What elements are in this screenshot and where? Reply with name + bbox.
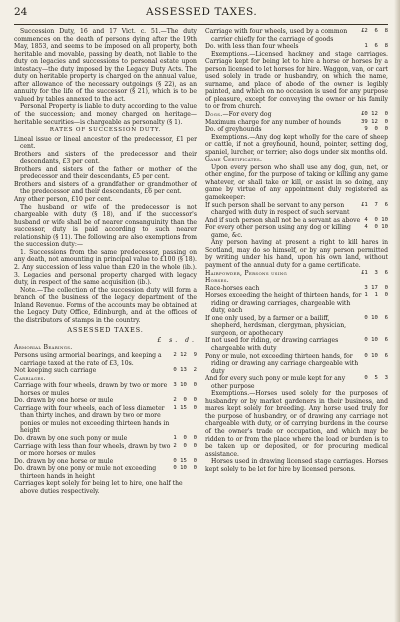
running-title: ASSESSED TAXES. (145, 6, 258, 18)
page-number: 24 (14, 6, 28, 18)
game-paragraph: Upon every person who shall use any dog, gun, net, or other engine, for the purpose of taking or killing any game whatever, or shall take or kill, or assist in so doing, any game by virtue of any appointment duly registered as gamekeeper: (205, 163, 388, 202)
tax-row: Carriage with four wheels, each of less diameter than thirty inches, and drawn by two or more ponies or mules not exceeding thirteen hands in height 1 15 0 (14, 404, 197, 435)
tax-row: Horses exceeding the height of thirteen hands, for riding or drawing carriages, chargeable with duty, each 1 1 0 (205, 292, 388, 315)
page-binding-shadow (394, 0, 400, 622)
tax-row: Carriage with four wheels, used by a common carrier chiefly for the carriage of goods £2 6 8 (205, 28, 388, 43)
scotland-hares-paragraph: Any person having at present a right to kill hares in Scotland, may do so himself, or by any person permitted by writing under his hand, upon his own land, without payment of the annual duty for a game certificate. (205, 239, 388, 269)
tax-row: Do. drawn by one horse or mule 2 0 0 (14, 397, 197, 405)
horses-tail-paragraph: Horses used in drawing licensed stage carriages. Horses kept solely to be let for hire by licensed persons. (205, 458, 388, 473)
dogs-label: Dogs. (205, 111, 223, 119)
tax-row: If such person shall be servant to any person charged with duty in respect of such servant £1 7 6 (205, 201, 388, 217)
tax-row: Carriage with less than four wheels, drawn by two or more horses or mules 2 0 0 (14, 442, 197, 458)
tax-row: Carriages kept solely for being let to hire, one half the above duties respectively. (14, 480, 183, 495)
assessed-taxes-heading: ASSESSED TAXES. (67, 326, 144, 335)
tax-row: If not used for riding, or drawing carriages chargeable with duty 0 10 6 (205, 337, 388, 352)
horses-exemptions: Exemptions.—Horses used solely for the purposes of husbandry or by market gardeners in their business, and mares kept solely for breeding. Any horse used truly for the purpose of husbandry, or of drawing any carriage not chargeable with duty, or of carrying burdens in the course of the owner's trade or occupation, and which may be ridden to or from the place where the load or burden is to be taken up or deposited, or for procuring medical assistance. (205, 390, 388, 458)
tax-row: Do. drawn by one pony or mule not exceeding thirteen hands in height 0 10 0 (14, 465, 197, 480)
tax-row: Dogs.—For every dog £0 12 0 (205, 111, 388, 119)
tax-row: Do. drawn by one horse or mule 0 15 0 (14, 457, 197, 465)
tax-row: Carriage with four wheels, drawn by two or more horses or mules 3 10 0 (14, 382, 197, 397)
tax-row: If one only used, by a farmer or a bailiff, shepherd, herdsman, clergyman, physician, surgeon, or apothecary 0 10 6 (205, 314, 388, 337)
tax-row: Persons using armorial bearings, and keeping a carriage taxed at the rate of £3, 10s. 2 12 9 (14, 351, 197, 367)
rate-item: Brothers and sisters of the father or mother of the predecessor and their descendants, £5 per cent. (14, 165, 197, 181)
carriage-exemptions: Exemptions.—Licensed hackney and stage carriages. Carriage kept for being let to hire a horse or horses by a person licensed to let horses for hire. Waggon, van, or cart used solely in trade or husbandry, on which the name, surname, and place of abode of the owner is legibly painted, and which on no occasion is used for any purpose of pleasure, except for conveying the owner or his family to or from church. (205, 50, 388, 111)
horses-label: Horses. (205, 277, 230, 285)
tax-row: Do. drawn by one such pony or mule 1 0 0 (14, 434, 197, 442)
husband-wife-paragraph: The husband or wife of the predecessor is not chargeable with duty (§ 18), and if the successor's husband or wife shall be of nearer consanguinity than the successor, duty is paid according to such nearer relationship (§ 11). The following are also exemptions from the succession duty:— (14, 203, 197, 249)
page-header (14, 6, 388, 22)
tax-row: And for every such pony or mule kept for any other purpose 0 5 3 (205, 375, 388, 390)
rate-item: Brothers and sisters of a grandfather or grandmother of the predecessor and their descendants, £6 per cent. (14, 180, 197, 196)
note-paragraph: Note.—The collection of the succession duty will form a branch of the business of the legacy department of the Inland Revenue. Forms of the accounts may be obtained at the Legacy Duty Office, Edinburgh, and at the offices of the distributors of stamps in the country. (14, 286, 197, 324)
tax-row: Maximum charge for any number of hounds 39 12 0 (205, 118, 388, 126)
rates-heading: RATES OF SUCCESSION DUTY. (49, 127, 162, 134)
rate-item: Any other person, £10 per cent. (14, 196, 113, 204)
tax-row: Race-horses each 3 17 0 (205, 284, 388, 292)
tax-row: Pony or mule, not exceeding thirteen hands, for riding or drawing any carriage chargeable with duty 0 10 6 (205, 352, 388, 375)
personal-property-paragraph: Personal Property is liable to duty according to the value of the succession; and money charged on heritage—heritable securities—is chargeable as personalty (§ 1). (14, 103, 197, 126)
succession-duty-paragraph: Succession Duty, 16 and 17 Vict. c. 51.—The duty commences on the death of persons dying after the 19th May, 1853, and seems to be imposed on all property, both heritable and movable, passing by death, not liable to the duty on legacies and successions to personal estate upon intestacy—the duty imposed by the Legacy Duty Acts. The duty on heritable property is charged on the annual value, after allowance of the necessary outgoings (§ 22), as an annuity for the life of the successor (§ 21), which is to be valued by tables annexed to the act. (14, 28, 197, 103)
tax-row: And if such person shall not be a servant as above 4 0 10 (205, 216, 388, 224)
game-heading: Game Certificates. (205, 156, 263, 164)
tax-row: Do. of greyhounds 9 0 0 (205, 126, 388, 134)
header-rule (14, 24, 388, 25)
rate-item: Brothers and sisters of the predecessor and their descendants, £3 per cent. (14, 150, 197, 166)
armorial-label: Armorial Bearings. (14, 344, 73, 352)
lsd-column-header: £ s. d. (157, 336, 197, 344)
carriages-label: Carriages. (14, 374, 46, 382)
left-column (14, 28, 197, 495)
tax-row: For every other person using any dog or killing game, &c. 4 0 10 (205, 224, 388, 239)
dogs-exemptions: Exemptions.—Any dog kept wholly for the care of sheep or cattle, if not a greyhound, hound, pointer, setting dog, spaniel, lurcher, or terrier; also dogs under six months old. (205, 133, 388, 156)
right-column (205, 28, 388, 495)
tax-row: Not keeping such carriage 0 13 2 (14, 367, 197, 375)
exemptions-paragraph: 1. Successions from the same predecessor, passing on any death, not amounting in principal value to £100 (§ 18). 2. Any succession of less value than £20 in the whole (ib.). 3. Legacies and personal property charged with legacy duty, in respect of the same acquisition (ib.). (14, 248, 197, 287)
tax-row: Hairpowder, Persons using £1 3 6 (205, 269, 388, 277)
rate-item: Lineal issue or lineal ancestor of the predecessor, £1 per cent. (14, 135, 197, 151)
tax-row: Do. with less than four wheels 1 6 8 (205, 43, 388, 51)
